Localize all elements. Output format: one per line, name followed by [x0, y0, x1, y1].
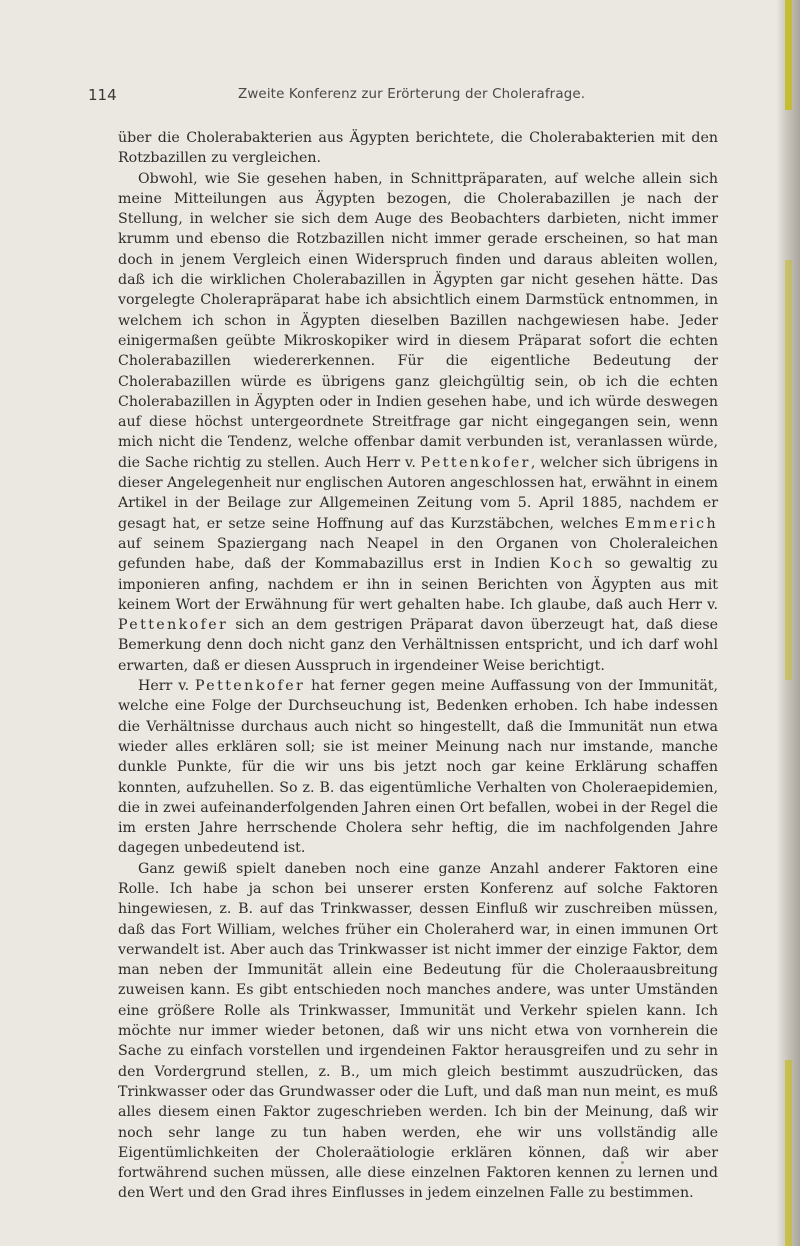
text-run: über die Cholerabakterien aus Ägypten berichtete, die Cholerabakterien mit den Rotzbazillen zu vergleichen.: [118, 130, 718, 167]
person-name-pettenkofer: Pettenkofer: [420, 454, 531, 471]
person-name-koch: Koch: [549, 556, 596, 573]
text-run: auf seinem Spaziergang nach Neapel in den Organen von Choleraleichen gefunden habe, daß der Kommabazillus erst in Indien: [118, 535, 718, 573]
text-run: Obwohl, wie Sie gesehen haben, in Schnittpräparaten, auf welche allein sich meine Mitteilungen aus Ägypten bezogen, die Cholerabazillen je nach der Stellung, in welcher sie sich dem Auge des Beobachters darbieten, nicht immer krumm und ebenso die Rotzbazillen nicht immer gerade erscheinen, so hat man doch in jenem Vergleich einen Widerspruch finden und daraus ableiten wollen, daß ich die wirklichen Cholerabazillen in Ägypten gar nicht gesehen hätte. Das vorgelegte Cholerapräparat habe ich absichtlich einem Darmstück entnommen, in welchem ich schon in Ägypten dieselben Bazillen nachgewiesen habe. Jeder einigermaßen geübte Mikroskopiker wird in diesem Präparat sofort die echten Cholerabazillen wiedererkennen. Für die eigentliche Bedeutung der Cholerabazillen würde es übrigens ganz gleichgültig sein, ob ich die echten Cholerabazillen in Ägypten oder in Indien gesehen habe, und ich würde deswegen auf diese höchst untergeordnete Streitfrage gar nicht eingegangen sein, wenn mich nicht die Tendenz, welche offenbar damit verbunden ist, veranlassen würde, die Sache richtig zu stellen. Auch Herr v.: [118, 170, 718, 471]
paragraph: [118, 128, 718, 169]
page-edge-stripe-middle: [785, 260, 792, 680]
paragraph: [118, 676, 718, 859]
text-run: hat ferner gegen meine Auffassung von der Immunität, welche eine Folge der Durchseuchung ist, Bedenken erhoben. Ich habe indessen die Verhältnisse durchaus auch nicht so hingestellt, daß die Immunität nun etwa wieder alles erklären soll; sie ist meiner Meinung nach nur imstande, manche dunkle Punkte, für die wir uns bis jetzt noch gar keine Erklärung schaffen konnten, aufzuhellen. So z. B. das eigentümliche Verhalten von Choleraepidemien, die in zwei aufeinanderfolgenden Jahren einen Ort befallen, wobei in der Regel die im ersten Jahre herrschende Cholera sehr heftig, die im nachfolgenden Jahre dagegen unbedeutend ist.: [118, 678, 718, 857]
person-name-pettenkofer: Pettenkofer: [118, 617, 229, 634]
page-edge-stripe-top: [785, 0, 792, 110]
text-run: Ganz gewiß spielt daneben noch eine ganze Anzahl anderer Faktoren eine Rolle. Ich habe ja schon bei unserer ersten Konferenz auf solche Faktoren hingewiesen, z. B. auf das Trinkwasser, dessen Einfluß wir zuschreiben müssen, daß das Fort William, welches früher ein Choleraherd war, in einen immunen Ort verwandelt ist. Aber auch das Trinkwasser ist nicht immer der einzige Faktor, dem man neben der Immunität allein eine Bedeutung für die Choleraausbreitung zuweisen kann. Es gibt entschieden noch manches andere, was unter Umständen eine größere Rolle als Trinkwasser, Immunität und Verkehr spielen kann. Ich möchte nur immer wieder betonen, daß wir uns nicht etwa von vornherein die Sache zu einfach vorstellen und irgendeinen Faktor herausgreifen und zu sehr in den Vordergrund stellen, z. B., um mich gleich bestimmt auszudrücken, das Trinkwasser oder das Grundwasser oder die Luft, und daß man nun meint, es muß alles diesem einen Faktor zugeschrieben werden. Ich bin der Meinung, daß wir noch sehr lange zu tun haben werden, ehe wir uns vollständig alle Eigentümlichkeiten der Choleraätiologie erklären können, daß wir aber fortwährend suchen müssen, alle diese einzelnen Faktoren kennen zu lernen und den Wert und den Grad ihres Einflusses in jedem einzelnen Falle zu bestimmen.: [118, 860, 718, 1202]
paragraph: [118, 859, 718, 1204]
text-run: so gewaltig zu imponieren anfing, nachdem er ihn in seinen Berichten von Ägypten aus mit keinem Wort der Erwähnung für wert gehalten habe. Ich glaube, daß auch Herr v.: [118, 556, 718, 613]
page-edge-stripe-bottom: [785, 1060, 792, 1246]
text-run: Herr v.: [138, 678, 195, 695]
person-name-pettenkofer: Pettenkofer: [194, 678, 306, 695]
paper-speck: [621, 1161, 624, 1164]
running-head: [88, 86, 718, 108]
paragraph: [118, 169, 718, 676]
text-run: sich an dem gestrigen Präparat davon überzeugt hat, daß diese Bemerkung denn doch nicht ganz den Verhältnissen entspricht, und ich darf wohl erwarten, daß er diesen Ausspruch in irgendeiner Weise berichtigt.: [118, 617, 718, 674]
person-name-emmerich: Emmerich: [624, 515, 718, 532]
running-head-title: Zweite Konferenz zur Erörterung der Cholerafrage.: [238, 87, 586, 102]
body-text: [118, 128, 718, 1204]
text-run: , welcher sich übrigens in dieser Angelegenheit nur englischen Autoren angeschlossen hat, erwähnt in einem Artikel in der Beilage zur Allgemeinen Zeitung vom 5. April 1885, nachdem er gesagt hat, er setze seine Hoffnung auf das Kurzstäbchen, welches: [118, 454, 718, 532]
page-number: 114: [88, 86, 117, 104]
